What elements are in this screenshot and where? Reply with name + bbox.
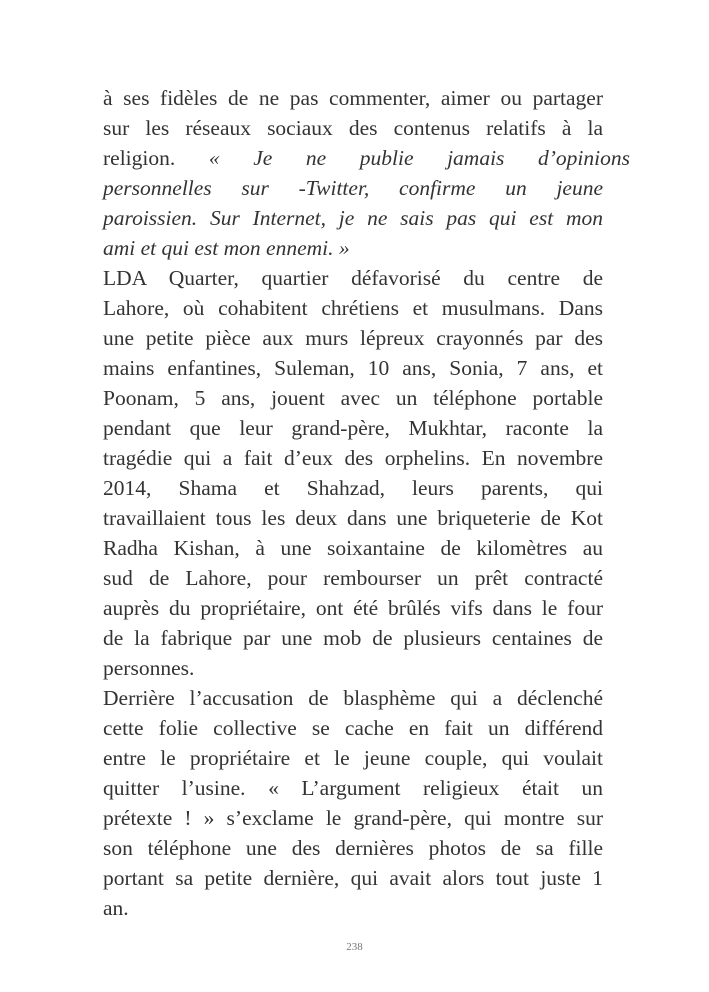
- text-line: LDA Quarter, quartier défavorisé du centre de: [103, 266, 603, 290]
- quote-line: personnelles sur -Twitter, confirme un jeune: [103, 176, 603, 200]
- text-line: de la fabrique par une mob de plusieurs centaines de: [103, 626, 603, 650]
- text-line: à ses fidèles de ne pas commenter, aimer ou partager: [103, 86, 603, 110]
- text-line: auprès du propriétaire, ont été brûlés vifs dans le four: [103, 596, 603, 620]
- text-line: prétexte ! » s’exclame le grand-père, qui montre sur: [103, 806, 603, 830]
- text-line: Derrière l’accusation de blasphème qui a déclenché: [103, 686, 603, 710]
- text-line-mixed: [103, 143, 630, 173]
- text-line: an.: [103, 896, 129, 920]
- text-roman: religion.: [103, 146, 209, 170]
- quote-italic: « Je ne publie jamais d’opinions: [208, 146, 630, 170]
- text-line: quitter l’usine. « L’argument religieux était un: [103, 776, 603, 800]
- text-line: travaillaient tous les deux dans une briqueterie de Kot: [103, 506, 603, 530]
- text-line: Radha Kishan, à une soixantaine de kilomètres au: [103, 536, 603, 560]
- text-line: mains enfantines, Suleman, 10 ans, Sonia, 7 ans, et: [103, 356, 603, 380]
- text-line: une petite pièce aux murs lépreux crayonnés par des: [103, 326, 603, 350]
- body-text: [103, 83, 630, 923]
- quote-line: paroissien. Sur Internet, je ne sais pas qui est mon: [103, 206, 603, 230]
- page-number: 238: [346, 941, 363, 953]
- text-line: sur les réseaux sociaux des contenus relatifs à la: [103, 116, 603, 140]
- text-line: Poonam, 5 ans, jouent avec un téléphone portable: [103, 386, 603, 410]
- text-line: sud de Lahore, pour rembourser un prêt contracté: [103, 566, 603, 590]
- text-line: Lahore, où cohabitent chrétiens et musulmans. Dans: [103, 296, 603, 320]
- text-line: son téléphone une des dernières photos de sa fille: [103, 836, 603, 860]
- text-line: entre le propriétaire et le jeune couple, qui voulait: [103, 746, 603, 770]
- text-line: portant sa petite dernière, qui avait alors tout juste 1: [103, 866, 603, 890]
- text-line: tragédie qui a fait d’eux des orphelins. En novembre: [103, 446, 603, 470]
- text-line: personnes.: [103, 656, 195, 680]
- quote-line: ami et qui est mon ennemi. »: [103, 236, 350, 260]
- text-line: pendant que leur grand-père, Mukhtar, raconte la: [103, 416, 603, 440]
- text-line: 2014, Shama et Shahzad, leurs parents, qui: [103, 476, 603, 500]
- text-line: cette folie collective se cache en fait un différend: [103, 716, 603, 740]
